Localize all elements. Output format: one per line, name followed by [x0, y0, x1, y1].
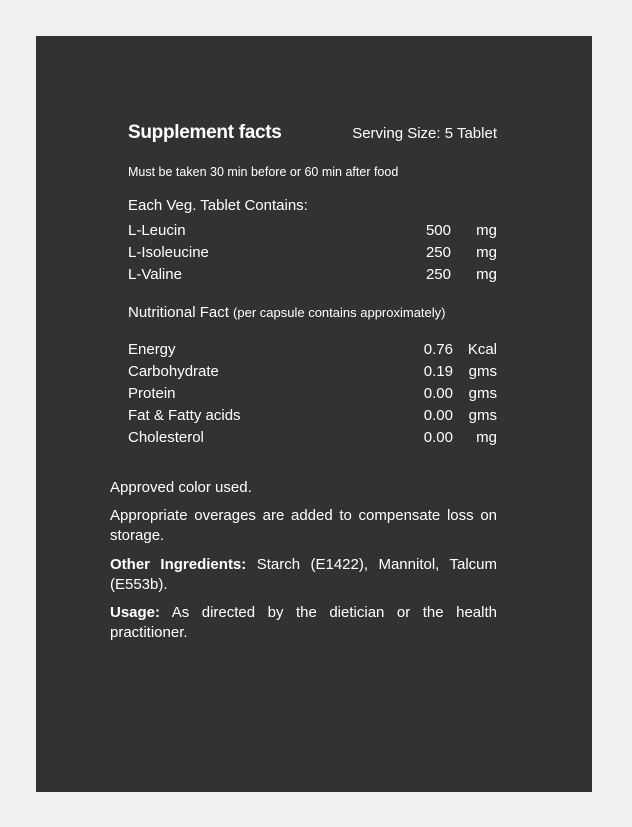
panel-title: Supplement facts [128, 122, 282, 143]
list-item [128, 242, 497, 264]
contains-list [128, 220, 497, 286]
ingredient-name: L-Leucin [128, 222, 186, 239]
header [128, 122, 497, 144]
ingredient-value: 250 [425, 266, 451, 283]
ingredient-value: 250 [425, 244, 451, 261]
nutrition-title [128, 304, 497, 321]
ingredients-label: Other Ingredients: [110, 556, 247, 573]
nutrient-unit: mg [476, 429, 497, 446]
color-note: Approved color used. [110, 479, 252, 496]
list-item [128, 383, 497, 405]
overages-note: Appropriate overages are added to compensate loss on storage. [110, 507, 497, 544]
nutrient-value: 0.00 [423, 385, 453, 402]
nutrient-unit: gms [468, 407, 497, 424]
usage [110, 603, 497, 643]
other-ingredients [110, 555, 497, 595]
nutrient-name: Cholesterol [128, 429, 204, 446]
ingredients-text: Starch (E1422), Mannitol, Talcum (E553b). [110, 556, 497, 593]
usage-text: As directed by the dietician or the health practitioner. [110, 604, 497, 641]
serving-size: Serving Size: 5 Tablet [352, 125, 497, 142]
nutrient-value: 0.00 [423, 407, 453, 424]
ingredient-name: L-Valine [128, 266, 182, 283]
list-item [128, 220, 497, 242]
ingredient-unit: mg [476, 222, 497, 239]
list-item [128, 405, 497, 427]
nutrient-name: Carbohydrate [128, 363, 219, 380]
list-item [128, 264, 497, 286]
list-item [128, 427, 497, 449]
nutrient-name: Protein [128, 385, 176, 402]
nutrition-title-text: Nutritional Fact [128, 304, 229, 321]
nutrient-value: 0.00 [423, 429, 453, 446]
contains-title: Each Veg. Tablet Contains: [128, 197, 308, 214]
list-item [128, 361, 497, 383]
list-item [128, 339, 497, 361]
nutrition-subtitle: (per capsule contains approximately) [233, 305, 446, 320]
nutrient-value: 0.19 [423, 363, 453, 380]
ingredient-name: L-Isoleucine [128, 244, 209, 261]
supplement-facts-panel [36, 36, 592, 792]
usage-label: Usage: [110, 604, 161, 621]
ingredient-unit: mg [476, 244, 497, 261]
nutrient-name: Fat & Fatty acids [128, 407, 241, 424]
ingredient-unit: mg [476, 266, 497, 283]
nutrient-unit: Kcal [467, 341, 497, 358]
nutrition-list [128, 339, 497, 449]
ingredient-value: 500 [425, 222, 451, 239]
nutrient-name: Energy [128, 341, 176, 358]
nutrient-unit: gms [468, 385, 497, 402]
intake-note: Must be taken 30 min before or 60 min after food [128, 165, 399, 179]
nutrient-unit: gms [468, 363, 497, 380]
nutrient-value: 0.76 [423, 341, 453, 358]
